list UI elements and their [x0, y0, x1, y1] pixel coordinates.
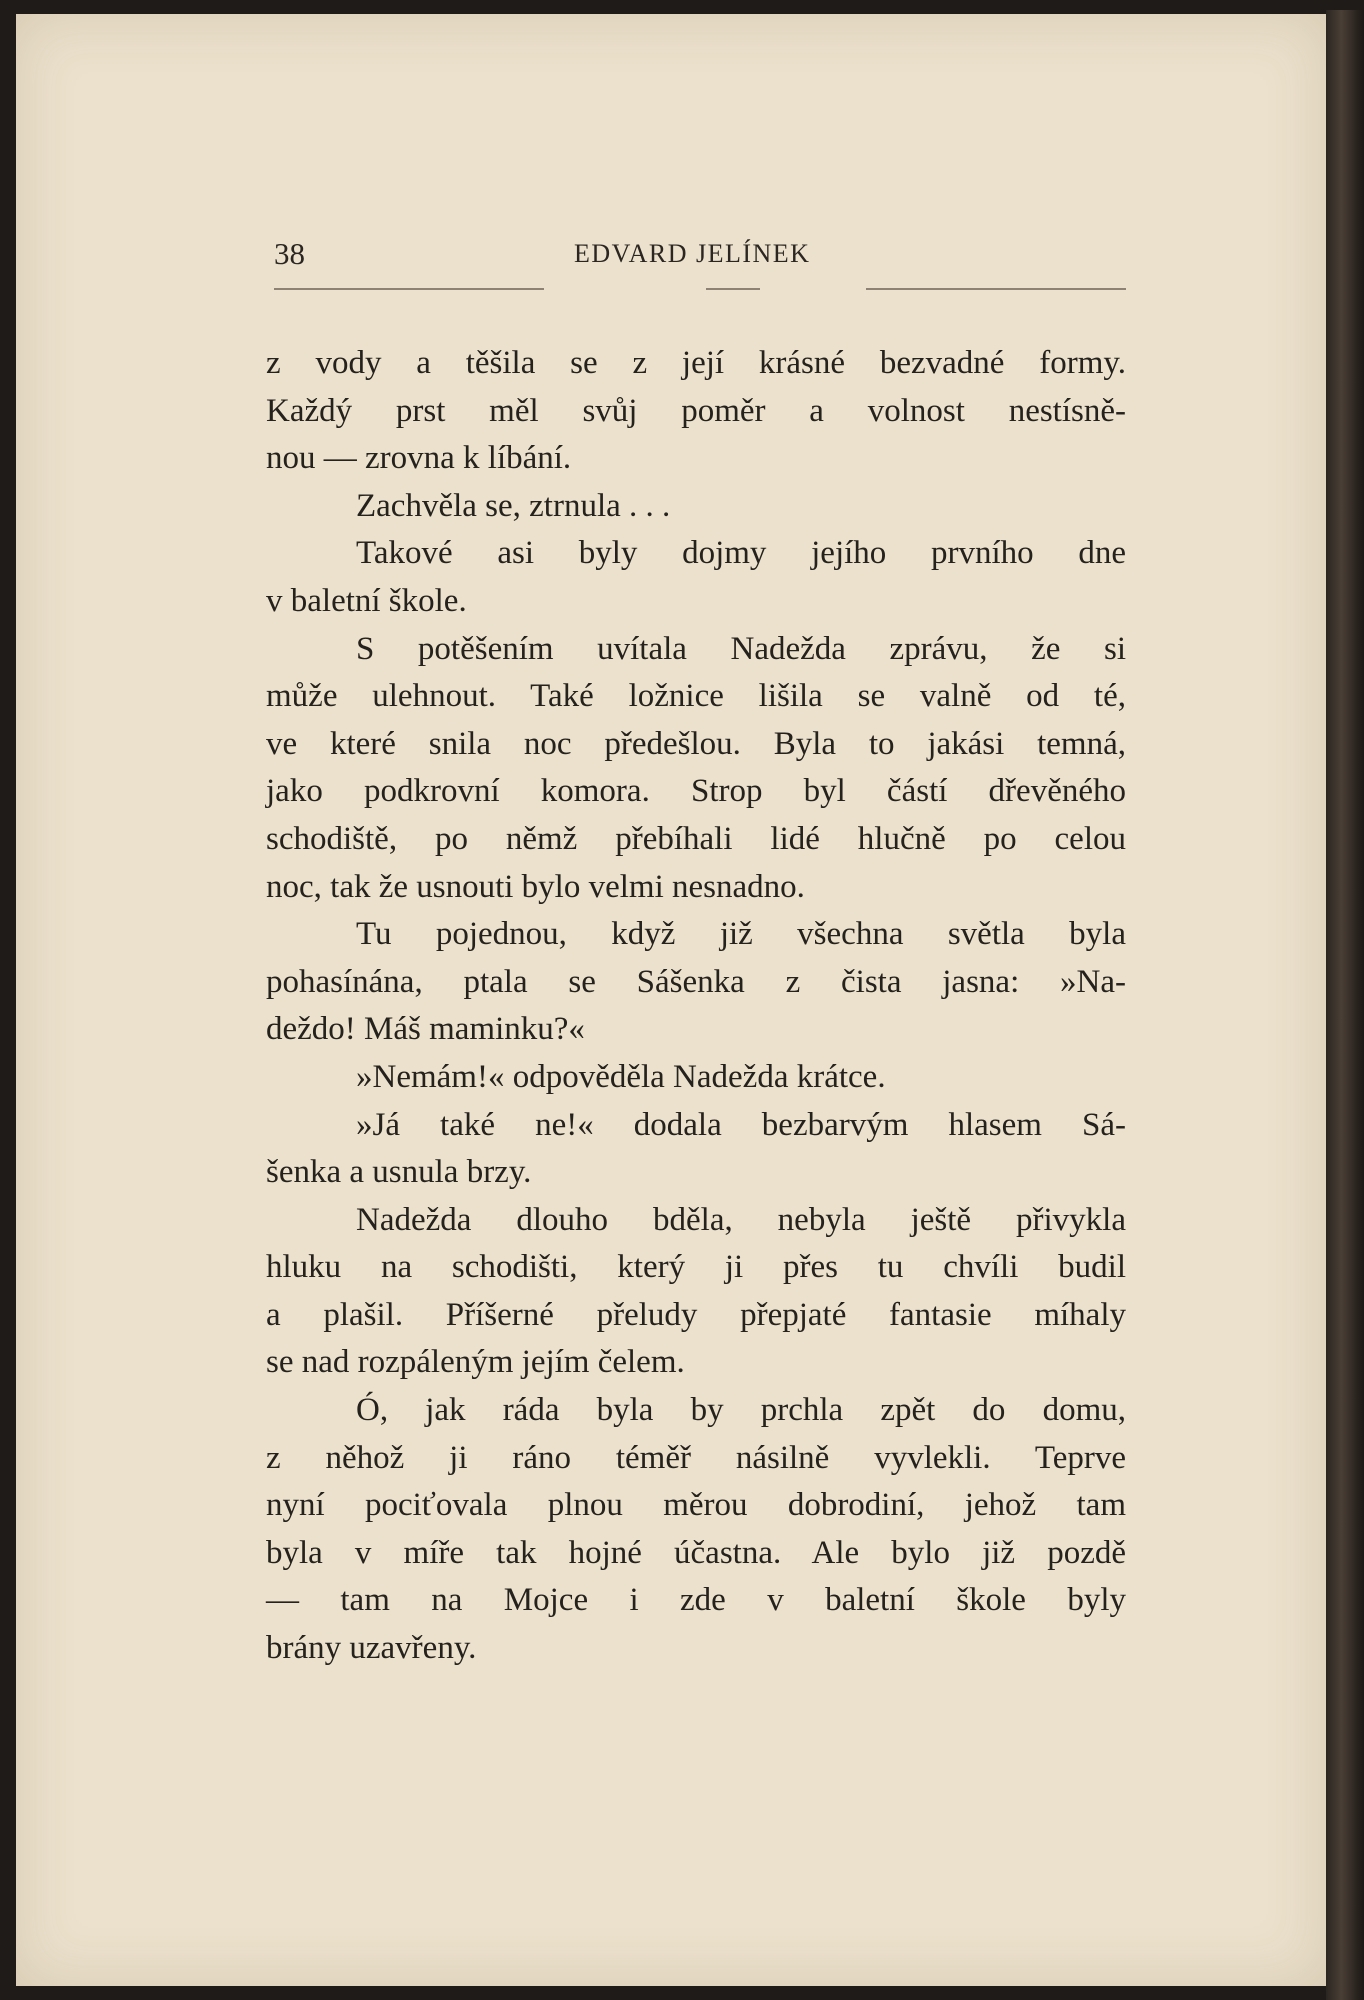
- text-line: brány uzavřeny.: [266, 1630, 477, 1667]
- text-line: Takové asi byly dojmy jejího prvního dne: [356, 535, 1126, 572]
- header-rule-left: [274, 288, 544, 290]
- text-line: Tu pojednou, když již všechna světla byla: [356, 916, 1126, 953]
- text-line: »Já také ne!« dodala bezbarvým hlasem Sá-: [356, 1106, 1126, 1143]
- text-line: se nad rozpáleným jejím čelem.: [266, 1344, 685, 1381]
- page-number: 38: [274, 236, 305, 271]
- page-body-text: [266, 340, 1126, 1673]
- text-line: Nadežda dlouho bděla, nebyla ještě přivykla: [356, 1201, 1126, 1238]
- text-line: Ó, jak ráda byla by prchla zpět do domu,: [356, 1392, 1126, 1429]
- text-line: z něhož ji ráno téměř násilně vyvlekli. Teprve: [266, 1439, 1126, 1476]
- text-line: schodiště, po němž přebíhali lidé hlučně po celou: [266, 820, 1126, 857]
- page-header: [274, 236, 1126, 276]
- text-line: ve které snila noc předešlou. Byla to jakási temná,: [266, 725, 1126, 762]
- header-rule-right: [866, 288, 1126, 290]
- text-line: a plašil. Příšerné přeludy přepjaté fantasie míhaly: [266, 1296, 1126, 1333]
- text-line: z vody a těšila se z její krásné bezvadné formy.: [266, 345, 1126, 381]
- header-rule-middle: [706, 288, 760, 290]
- page-edge-shadow: [1326, 10, 1364, 2000]
- text-line: hluku na schodišti, který ji přes tu chvíli budil: [266, 1249, 1126, 1286]
- text-line: v baletní škole.: [266, 582, 467, 619]
- text-line: Zachvěla se, ztrnula . . .: [356, 487, 671, 524]
- text-line: — tam na Mojce i zde v baletní škole byly: [266, 1582, 1126, 1619]
- text-line: byla v míře tak hojné účastna. Ale bylo již pozdě: [266, 1534, 1126, 1571]
- text-line: může ulehnout. Také ložnice lišila se valně od té,: [266, 678, 1126, 715]
- text-line: nyní pociťovala plnou měrou dobrodiní, jehož tam: [266, 1487, 1126, 1524]
- text-line: deždo! Máš maminku?«: [266, 1011, 585, 1048]
- text-line: nou — zrovna k líbání.: [266, 440, 572, 477]
- text-line: jako podkrovní komora. Strop byl částí dřevěného: [266, 773, 1126, 810]
- text-line: »Nemám!« odpověděla Nadežda krátce.: [356, 1058, 886, 1095]
- text-line: S potěšením uvítala Nadežda zprávu, že si: [356, 630, 1126, 667]
- text-line: noc, tak že usnouti bylo velmi nesnadno.: [266, 868, 805, 905]
- text-line: šenka a usnula brzy.: [266, 1154, 532, 1191]
- text-line: pohasínána, ptala se Sášenka z čista jasna: »Na-: [266, 963, 1126, 1000]
- text-line: Každý prst měl svůj poměr a volnost nestísně-: [266, 392, 1126, 429]
- running-head: EDVARD JELÍNEK: [574, 239, 811, 268]
